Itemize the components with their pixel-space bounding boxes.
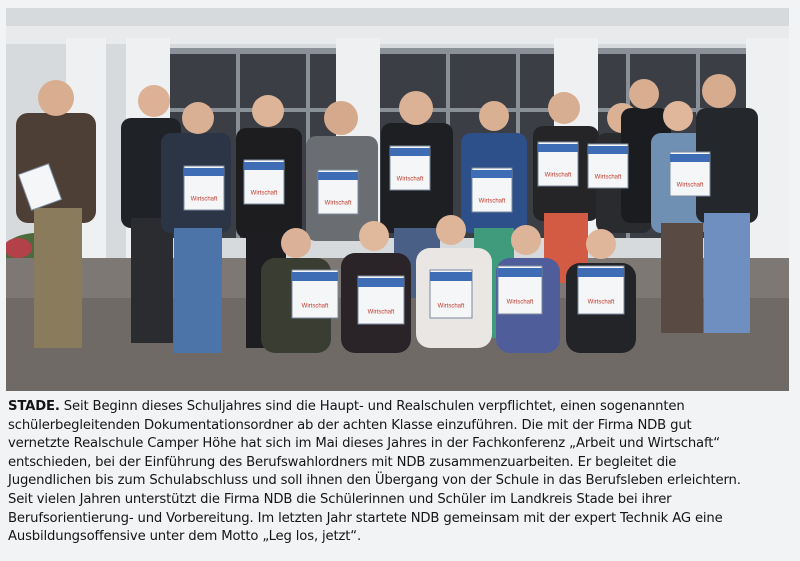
caption-text: Seit Beginn dieses Schuljahres sind die Haupt- und Realschulen verpflichtet, einen sogenannten: [59, 399, 685, 414]
certificate-label: Wirtschaft: [367, 309, 395, 316]
certificate-label: Wirtschaft: [250, 190, 278, 197]
certificate-label: Wirtschaft: [437, 303, 465, 310]
caption-line-4: entschieden, bei der Einführung des Berufswahlordners mit NDB zusammenzuarbeiten. Er begleitet die: [8, 454, 677, 470]
certificate-label: Wirtschaft: [594, 174, 622, 181]
certificate-label: Wirtschaft: [676, 182, 704, 189]
certificate-label: Wirtschaft: [506, 299, 534, 306]
certificate-label: Wirtschaft: [587, 299, 615, 306]
group-photo: [6, 8, 789, 391]
certificate-label: Wirtschaft: [324, 200, 352, 207]
caption-line-5: Jugendlichen bis zum Schulabschluss und soll ihnen den Übergang von der Schule in das Berufsleben erleichtern.: [8, 473, 741, 489]
caption-line-6: Seit vielen Jahren unterstützt die Firma NDB die Schülerinnen und Schüler im Landkreis Stade bei ihrer: [8, 491, 672, 507]
caption-line-1: [8, 398, 792, 417]
caption-line-3: vernetzte Realschule Camper Höhe hat sich im Mai dieses Jahres in der Fachkonferenz „Arbeit und Wirtschaft“: [8, 436, 720, 452]
caption-line-7: Berufsorientierung- und Vorbereitung. Im letzten Jahr startete NDB gemeinsam mit der expert Technik AG eine: [8, 510, 723, 526]
photo-caption: [8, 398, 792, 547]
certificate-label: Wirtschaft: [396, 176, 424, 183]
certificate-label: Wirtschaft: [544, 172, 572, 179]
certificate-label: Wirtschaft: [190, 196, 218, 203]
certificate-label: Wirtschaft: [301, 303, 329, 310]
group-photo-illustration: [6, 8, 789, 391]
caption-line-2: schülerbegleitenden Dokumentationsordner ab der achten Klasse einzuführen. Die mit der Firma NDB gut: [8, 417, 692, 433]
dateline: STADE.: [8, 399, 60, 414]
certificate-label: Wirtschaft: [478, 198, 506, 205]
caption-line-8: Ausbildungsoffensive unter dem Motto „Leg los, jetzt“.: [8, 529, 362, 545]
